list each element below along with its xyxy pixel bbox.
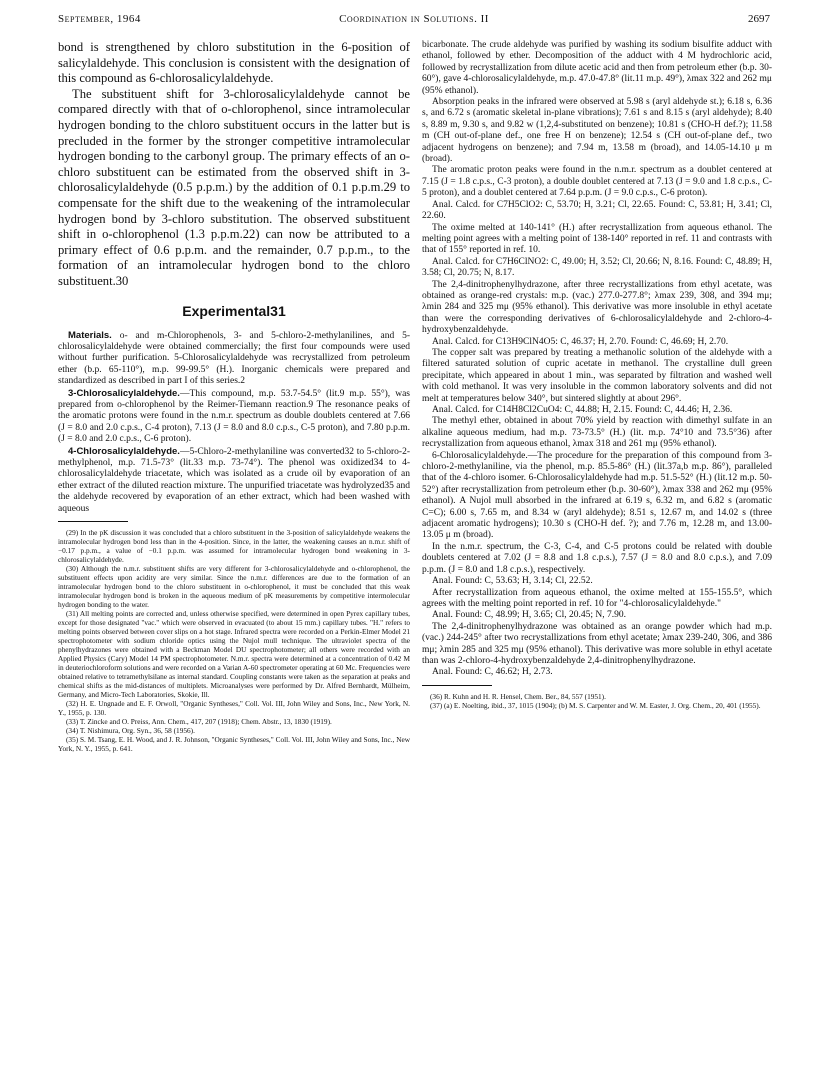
footnote: (29) In the pK discussion it was concluded that a chloro substituent in the 3-position of salicylaldehyde weakens the intramolecular hydrogen bond less than in the 4-position. Since, in the latter, the weakening causes an n.m.r. shift of −0.17 p.p.m., a value of −0.1 p.p.m. was assumed for intramolecular hydrogen bond weakening in 3-chlorosalicylaldehyde. <box>58 528 410 564</box>
experimental-text <box>58 330 410 516</box>
footnote: (36) R. Kuhn and H. R. Hensel, Chem. Ber., 84, 557 (1951). <box>430 691 606 701</box>
footnote: (37) (a) E. Noelting, ibid., 37, 1015 (1904); (b) M. S. Carpenter and W. M. Easter, J. Org. Chem., 20, 401 (1955). <box>430 700 761 710</box>
footnote-rule <box>422 685 492 686</box>
paragraph: Anal. Found: C, 48.99; H, 3.65; Cl, 20.45; N, 7.90. <box>432 610 626 621</box>
paragraph: bond is strengthened by chloro substitution in the 6-position of salicylaldehyde. This conclusion is consistent with the designation of this compound as 6-chlorosalicylaldehyde. <box>58 40 410 86</box>
paragraph: Anal. Found: C, 46.62; H, 2.73. <box>432 667 553 678</box>
run-in-heading: 3-Chlorosalicylaldehyde. <box>68 387 180 399</box>
paragraph: The oxime melted at 140-141° (H.) after recrystallization from aqueous ethanol. The melting point agrees with a melting point of 138-140° reported in ref. 11 and contrasts with that of 155° reported in ref. 10. <box>422 222 772 256</box>
paragraph: Absorption peaks in the infrared were observed at 5.98 s (aryl aldehyde st.); 6.18 s, 6.36 s, and 6.72 s (aromatic skeletal in-plane vibrations); 7.61 s and 8.15 s (aryl aldehyde); 8.40 s, 8.89 m, 9.30 s, and 9.82 w (1,2,4-substituted on benzene); 10.81 s (CHO-H def.?); 11.58 m (CH out-of-plane def., one free H on benzene); 12.54 s (CH out-of-plane def., two adjacent hydrogens on benzene); and 7.94 m, 13.58 m (broad), and 14.05-14.10 μ m (broad). <box>422 97 772 165</box>
footnote: (32) H. E. Ungnade and E. F. Orwoll, "Organic Syntheses," Coll. Vol. III, John Wiley and Sons, Inc., New York, N. Y., 1955, p. 130. <box>58 699 410 717</box>
paragraph: The 2,4-dinitrophenylhydrazone, after three recrystallizations from ethyl acetate, was obtained as orange-red crystals: m.p. (vac.) 277.0-277.8°; λmax 239, 308, and 394 mμ; λmin 284 and 325 mμ (95% ethanol). This derivative was more insoluble in ethyl acetate than were the corresponding derivatives of 6-chlorosalicylaldehyde and 2-chloro-4-hydroxybenzaldehyde. <box>422 279 772 336</box>
paragraph: The copper salt was prepared by treating a methanolic solution of the aldehyde with a filtered saturated solution of cupric acetate in methanol. The crystalline dull green precipitate, which appeared in about 1 min., was separated by filtration and washed well with cold methanol. It was very insoluble in the common laboratory solvents and did not melt at temperatures below 340°, but sintered slightly at about 296°. <box>422 347 772 404</box>
paragraph: Anal. Calcd. for C13H9ClN4O5: C, 46.37; H, 2.70. Found: C, 46.69; H, 2.70. <box>432 336 729 347</box>
footnote: (31) All melting points are corrected and, unless otherwise specified, were determined in open Pyrex capillary tubes, except for those designated "vac." which were observed in evacuated (to about 15 mm.) capillary tubes. "H." refers to melting points observed between cover slips on a hot stage. Infrared spectra were recorded on a Perkin-Elmer Model 21 spectrophotometer with sodium chloride optics using the Nujol mull technique. The ultraviolet spectra of the phenylhydrazones were obtained with a Beckman Model DU spectrophotometer; all others were recorded with an Applied Physics (Cary) Model 14 PM spectrophotometer. N.m.r. spectra were determined at a concentration of 0.42 M in deuteriochloroform solutions and were recorded on a Varian A-60 spectrometer operating at 60 Mc. Frequencies were obtained relative to tetramethylsilane as internal standard. Coupling constants were taken as the separation at peaks and chemical shifts as the mid-distances of multiplets. Microanalyses were performed by Dr. Alfred Bernhardt, Mülheim, Germany, and Micro-Tech Laboratories, Skokie, Ill. <box>58 609 410 699</box>
footnote: (30) Although the n.m.r. substituent shifts are very different for 3-chlorosalicylaldehyde and o-chlorophenol, the substituent effects upon acidity are very similar. Since the n.m.r. differences are due to the formation of an intramolecular hydrogen bond to the chloro substituent in o-chlorophenol, it must be concluded that this weak intramolecular hydrogen bond is broken in the aqueous medium of pK measurements by competitive intermolecular hydrogen bonding to the water. <box>58 564 410 609</box>
page-header <box>58 13 770 29</box>
paragraph: bicarbonate. The crude aldehyde was purified by washing its sodium bisulfite adduct with ethanol, followed by ether. Decomposition of the adduct with 4 M hydrochloric acid, followed by recrystallization from dilute acetic acid and then from petroleum ether (b.p. 30-60°), gave 4-chlorosalicylaldehyde, m.p. 47.0-47.8° (lit.11 m.p. 49°), λmax 322 and 262 mμ (95% ethanol). <box>422 40 773 96</box>
paragraph: Anal. Calcd. for C14H8Cl2CuO4: C, 44.88; H, 2.15. Found: C, 44.46; H, 2.36. <box>432 405 733 415</box>
paragraph: The methyl ether, obtained in about 70% yield by reaction with dimethyl sulfate in an alkaline aqueous medium, had m.p. 73-73.5° (H.) (lit. m.p. 74°10 and 73.5°36) after recrystallization from aqueous ethanol, λmax 318 and 261 mμ (95% ethanol). <box>422 416 772 450</box>
paragraph: 6-Chlorosalicylaldehyde.—The procedure for the preparation of this compound from 3-chloro-2-methylaniline, via the phenol, m.p. 85.5-86° (H.) (lit.37a,b m.p. 86°), paralleled that of the 4-chloro isomer. 6-Chlorosalicylaldehyde had m.p. 51.5-52° (H.) (lit.12 m.p. 50-52°) after recrystallization from petroleum ether (b.p. 30-60°), λmax 338 and 262 mμ (95% ethanol). A Nujol mull absorbed in the infrared at 6.19 s, 6.32 m, and 6.82 s (aromatic C=C); 6.00 s, 7.65 m, and 8.34 w (aryl aldehyde); 8.51 s, 12.67 m, and 14.02 s (three adjacent aromatic hydrogens); 10.30 s (CHO-H def. ?); and 7.76 m, 12.28 m, and 13.00-13.05 μ m (broad). <box>422 450 772 541</box>
paragraph-text: o- and m-Chlorophenols, 3- and 5-chloro-2-methylanilines, and 5-chlorosalicylaldehyde were obtained commercially; the first four compounds were used without further purification. 5-Chlorosalicylaldehyde was recrystallized from petroleum ether (b.p. 65-110°), m.p. 99-99.5° (H.). Inorganic chemicals were prepared and standardized as described in part I of this series.2 <box>58 330 410 387</box>
footnote-rule <box>58 521 128 522</box>
footnote: (35) S. M. Tsang, E. H. Wood, and J. R. Johnson, "Organic Syntheses," Coll. Vol. III, John Wiley and Sons, Inc., New York, N. Y., 1955, p. 641. <box>58 735 410 753</box>
experimental-text-continued <box>422 40 772 679</box>
paragraph: The aromatic proton peaks were found in the n.m.r. spectrum as a doublet centered at 7.15 (J = 1.8 c.p.s., C-3 proton), a double doublet centered at 7.13 (J = 9.0 and 1.8 c.p.s., C-5 proton), and a doublet centered at 7.64 p.p.m. (J = 9.0 c.p.s., C-6 proton). <box>422 165 772 199</box>
paragraph: After recrystallization from aqueous ethanol, the oxime melted at 155-155.5°, which agrees with the melting point reported in ref. 10 for "4-chlorosalicylaldehyde." <box>422 587 772 609</box>
footnote: (34) T. Nishimura, Org. Syn., 36, 58 (1956). <box>66 726 195 735</box>
paragraph-text: —This compound, m.p. 53.7-54.5° (lit.9 m.p. 55°), was prepared from o-chlorophenol by the Reimer-Tiemann reaction.9 The resonance peaks of the aromatic protons were found in the n.m.r. spectrum as double doublets centered at 7.66 (J = 8.0 and 2.0 c.p.s., C-4 proton), 7.13 (J = 8.0 and 8.0 c.p.s., C-5 proton), and 7.80 p.p.m. (J = 8.0 and 2.0 c.p.s., C-6 proton). <box>58 388 410 445</box>
page-number: 2697 <box>748 13 770 25</box>
running-head-title: Coordination in Solutions. II <box>339 13 489 25</box>
running-head-date: September, 1964 <box>58 13 141 25</box>
paragraph <box>58 330 410 388</box>
section-title: Experimental31 <box>182 302 286 319</box>
paragraph-text: —5-Chloro-2-methylaniline was converted32 to 5-chloro-2-methylphenol, m.p. 71.5-73° (lit.33 m.p. 73-74°). The phenol was oxidized34 to 4-chlorosalicylaldehyde triacetate, which was isolated as a crude oil by evaporation of an ether extract of the diluted reaction mixture. The unpurified triacetate was hydrolyzed35 and the aldehyde recovered by evaporation of an ether extract, which had been washed with aqueous <box>58 446 410 514</box>
footnote: (33) T. Zincke and O. Preiss, Ann. Chem., 417, 207 (1918); Chem. Abstr., 13, 1830 (1919). <box>66 717 332 726</box>
paragraph <box>58 388 410 446</box>
paragraph: The substituent shift for 3-chlorosalicylaldehyde cannot be compared directly with that of o-chlorophenol, since intramolecular hydrogen bonding to the chloro substituent occurs in the latter but is precluded in the former by the stronger competitive intramolecular hydrogen bonding to the carbonyl group. The primary effects of an o-chloro substituent can be estimated from the observed shift in 3-chlorosalicylaldehyde (0.5 p.p.m.) by the addition of 0.1 p.p.m.29 to compensate for the shift due to the weakening of the intramolecular hydrogen bond by 3-chloro substitution. The observed substituent shift in o-chlorophenol (1.3 p.p.m.22) can now be attributed to a primary effect of 0.6 p.p.m. and the remainder, 0.7 p.p.m., to the formation of an intramolecular hydrogen bond to the chloro substituent.30 <box>58 86 410 288</box>
paragraph: Anal. Calcd. for C7H5ClO2: C, 53.70; H, 3.21; Cl, 22.65. Found: C, 53.81; H, 3.41; Cl, 22.60. <box>422 199 772 222</box>
footnotes <box>422 692 772 710</box>
paragraph: In the n.m.r. spectrum, the C-3, C-4, and C-5 protons could be related with double doublets centered at 7.02 (J = 8.8 and 1.8 c.p.s.), 7.57 (J = 8.0 and 8.0 c.p.s.), and 7.09 p.p.m. (J = 8.0 and 1.8 c.p.s.), respectively. <box>422 541 772 575</box>
paragraph: The 2,4-dinitrophenylhydrazone was obtained as an orange powder which had m.p. (vac.) 244-245° after two recrystallizations from ethyl acetate; λmax 239-240, 306, and 386 mμ; λmin 285 and 325 mμ (95% ethanol). This derivative was more soluble in ethyl acetate than was 2-chloro-4-hydroxybenzaldehyde 2,4-dinitrophenylhydrazone. <box>422 621 772 666</box>
paragraph: Anal. Calcd. for C7H6ClNO2: C, 49.00; H, 3.52; Cl, 20.66; N, 8.16. Found: C, 48.89; H, 3.58; Cl, 20.75; N, 8.17. <box>422 256 772 279</box>
paragraph: Anal. Found: C, 53.63; H, 3.14; Cl, 22.52. <box>432 576 593 587</box>
run-in-heading: 4-Chlorosalicylaldehyde. <box>68 445 180 457</box>
left-column <box>58 40 410 753</box>
right-column <box>422 40 772 710</box>
footnotes <box>58 528 410 753</box>
discussion-text <box>58 40 410 290</box>
run-in-heading: Materials. <box>68 329 112 341</box>
paragraph <box>58 446 410 515</box>
